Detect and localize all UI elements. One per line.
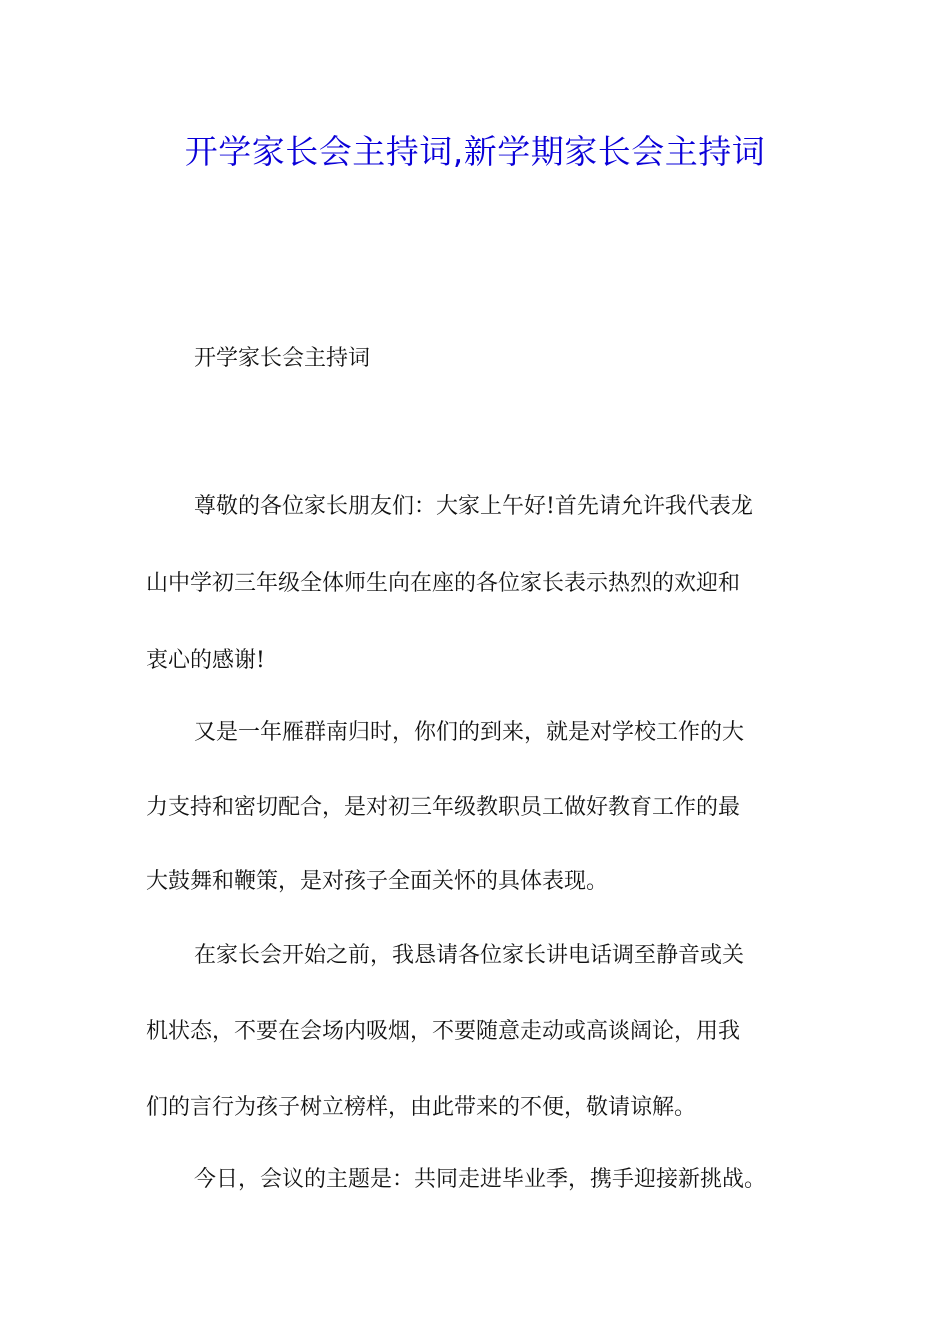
paragraph-line: 今日，会议的主题是：共同走进毕业季，携手迎接新挑战。 <box>194 1167 767 1192</box>
paragraph-line: 力支持和密切配合，是对初三年级教职员工做好教育工作的最 <box>146 795 741 820</box>
paragraph-line: 尊敬的各位家长朋友们：大家上午好!首先请允许我代表龙 <box>194 494 753 519</box>
paragraph-line: 衷心的感谢! <box>146 648 265 673</box>
document-title: 开学家长会主持词,新学期家长会主持词 <box>184 132 766 171</box>
paragraph-line: 们的言行为孩子树立榜样，由此带来的不便，敬请谅解。 <box>146 1095 697 1120</box>
paragraph-line: 在家长会开始之前，我恳请各位家长讲电话调至静音或关 <box>194 943 745 968</box>
subtitle-line: 开学家长会主持词 <box>194 346 371 371</box>
paragraph-line: 大鼓舞和鞭策，是对孩子全面关怀的具体表现。 <box>146 869 609 894</box>
paragraph-line: 又是一年雁群南归时，你们的到来，就是对学校工作的大 <box>194 720 745 745</box>
paragraph-line: 山中学初三年级全体师生向在座的各位家长表示热烈的欢迎和 <box>146 571 741 596</box>
paragraph-line: 机状态，不要在会场内吸烟，不要随意走动或高谈阔论，用我 <box>146 1019 741 1044</box>
